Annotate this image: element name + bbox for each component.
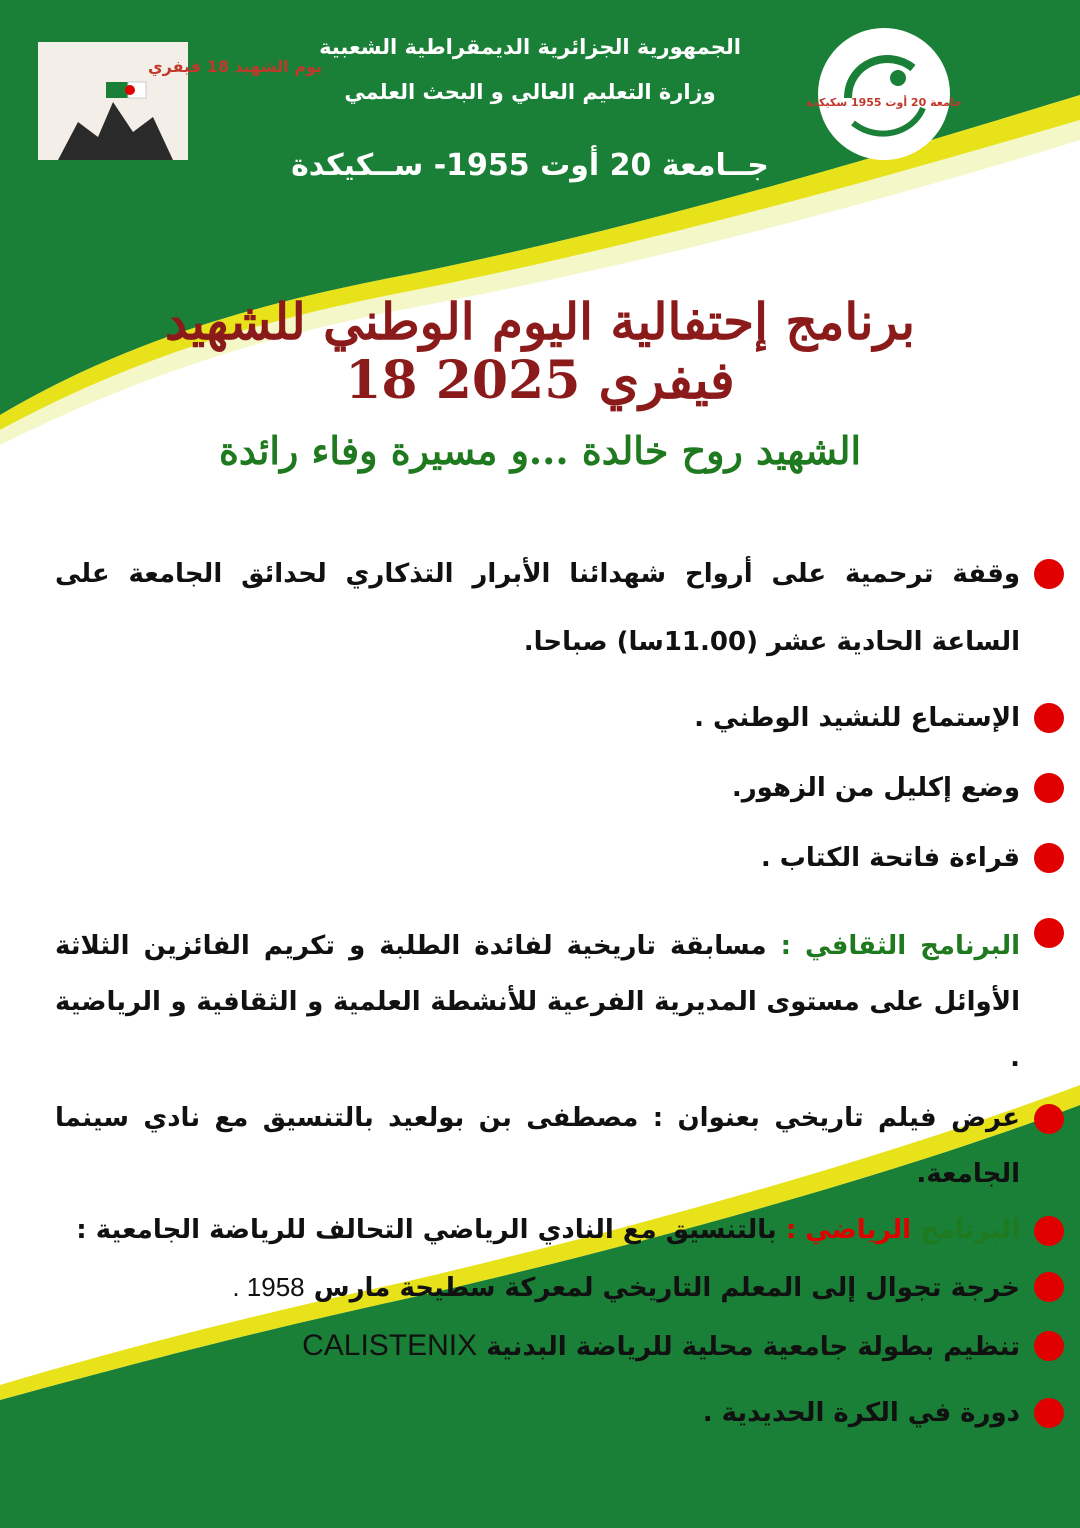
badge-text: يوم الشهيد 18 فيفري — [148, 57, 322, 76]
item-suffix: 1958 . — [232, 1272, 305, 1302]
bullet-icon — [1034, 773, 1064, 803]
university-logo-icon — [806, 28, 962, 160]
list-item-sports — [55, 1202, 1020, 1258]
list-item — [55, 540, 1020, 676]
bullet-icon — [1034, 843, 1064, 873]
list-item — [55, 688, 1020, 748]
item-text: تنظيم بطولة جامعية محلية للرياضة البدنية — [486, 1332, 1020, 1362]
list-item — [55, 1384, 1020, 1442]
item-text: مسابقة تاريخية لفائدة الطلبة و تكريم الفائزين الثلاثة الأوائل على مستوى المديرية الفرعية للأنشطة العلمية و الثقافية و الرياضية . — [55, 931, 1020, 1073]
list-item — [55, 1258, 1020, 1317]
bullet-icon — [1034, 1398, 1064, 1428]
list-item — [55, 758, 1020, 818]
item-text: الإستماع للنشيد الوطني . — [694, 703, 1020, 733]
program-date: 18 فيفري 2025 — [345, 350, 735, 411]
list-item — [55, 1317, 1020, 1376]
program-list — [55, 540, 1020, 1442]
item-text: دورة في الكرة الحديدية . — [702, 1398, 1020, 1428]
item-text: عرض فيلم تاريخي بعنوان : مصطفى بن بولعيد بالتنسيق مع نادي سينما الجامعة. — [55, 1103, 1020, 1189]
bullet-icon — [1034, 1216, 1064, 1246]
university-logo-text: جامعة 20 أوت 1955 سكيكدة — [806, 96, 962, 109]
bullet-icon — [1034, 918, 1064, 948]
republic-name: الجمهورية الجزائرية الديمقراطية الشعبية — [319, 35, 741, 59]
bullet-icon — [1034, 1104, 1064, 1134]
sports-program-label: البرنامج — [920, 1215, 1020, 1245]
martyr-day-badge-icon — [38, 42, 322, 160]
program-title: برنامج إحتفالية اليوم الوطني للشهيد — [164, 292, 916, 351]
ministry-name: وزارة التعليم العالي و البحث العلمي — [344, 80, 716, 104]
university-logo — [806, 28, 962, 160]
bullet-icon — [1034, 1272, 1064, 1302]
item-text: خرجة تجوال إلى المعلم التاريخي لمعركة سطيحة مارس — [313, 1273, 1020, 1303]
program-slogan: الشهيد روح خالدة ...و مسيرة وفاء رائدة — [218, 428, 861, 473]
item-text: قراءة فاتحة الكتاب . — [760, 843, 1020, 873]
item-suffix: CALISTENIX — [302, 1329, 478, 1362]
cultural-program-label: البرنامج الثقافي : — [780, 931, 1020, 961]
university-name: جــامعة 20 أوت 1955- ســكيكدة — [291, 148, 769, 183]
item-text: وقفة ترحمية على أرواح شهدائنا الأبرار التذكاري لحدائق الجامعة على الساعة الحادية عشر (11.00سا) صباحا. — [55, 559, 1020, 657]
sports-program-label-red: الرياضي : — [785, 1215, 912, 1245]
list-item — [55, 1090, 1020, 1202]
list-item-cultural — [55, 918, 1020, 1086]
list-item — [55, 828, 1020, 888]
item-text: وضع إكليل من الزهور. — [731, 773, 1020, 803]
item-text: بالتنسيق مع النادي الرياضي التحالف للرياضة الجامعية : — [76, 1215, 777, 1245]
bullet-icon — [1034, 703, 1064, 733]
bullet-icon — [1034, 1331, 1064, 1361]
martyr-day-badge — [38, 42, 322, 160]
bullet-icon — [1034, 559, 1064, 589]
